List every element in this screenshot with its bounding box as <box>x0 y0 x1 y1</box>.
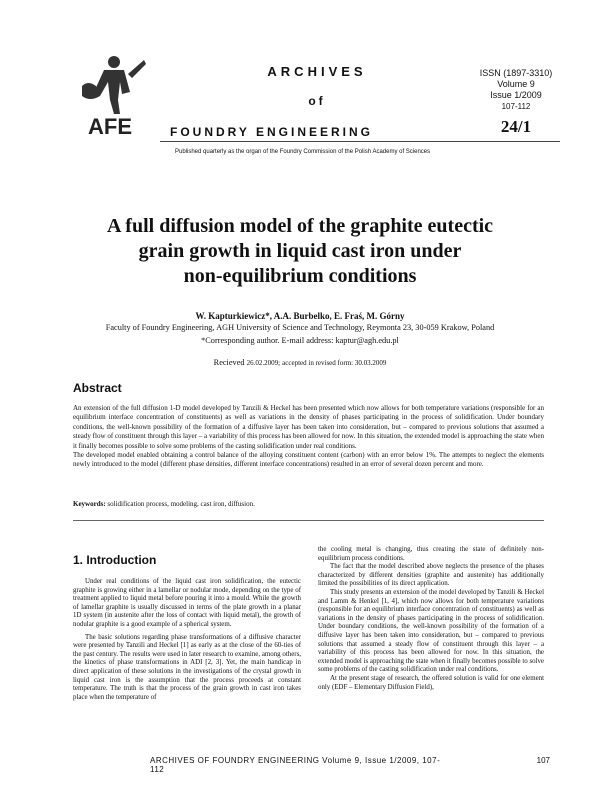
authors: W. Kapturkiewicz*, A.A. Burbelko, E. Fraś, M. Górny <box>195 311 405 321</box>
running-footer: ARCHIVES OF FOUNDRY ENGINEERING Volume 9, Issue 1/2009, 107-112 <box>150 756 441 774</box>
intro-right-column <box>318 546 544 692</box>
intro-right-paragraph-3: This study presents an extension of the model developed by Tanzili & Heckel and Lamm & Henkel [1, 4], which now allows for both temperature variations (responsible for an equilibrium interface concentration of constituents) as well as variations in the density of phases participating in the process of solidification. Under boundary conditions, the well-known possibility of the formation of a diffusive layer has been taken into consideration, but – compared to previous solutions that assumed a steady flow of constituent through this layer – a variability of this process has been allowed for now. In this situation, the extended model is approaching the state when it finally becomes possible to solve some problems of the casting solidification under real conditions. <box>318 588 544 674</box>
keywords-list: solidification process, modeling, cast iron, diffusion. <box>107 500 255 508</box>
issue-code: 24/1 <box>500 117 532 136</box>
intro-right-paragraph-4: At the present stage of research, the offered solution is valid for one element only (EDF – Elementary Diffusion Field), <box>318 674 544 691</box>
issn: ISSN (1897-3310) <box>479 68 553 78</box>
afe-logo-label: AFE <box>88 114 132 139</box>
published-line: Published quarterly as the organ of the Foundry Commission of the Polish Academy of Sciences <box>175 149 431 155</box>
received-label: Recieved <box>213 358 245 367</box>
volume: Volume 9 <box>497 79 535 89</box>
affiliation: Faculty of Foundry Engineering, AGH University of Science and Technology, Reymonta 23, 30-059 Krakow, Poland <box>105 323 495 332</box>
page-number: 107 <box>536 756 550 765</box>
abstract-paragraph-1: An extension of the full diffusion 1-D model developed by Tanzili & Heckel has been presented which now allows for both temperature variations (responsible for an equilibrium interface concentration of constituents) as well as variations in the density of phases participating in the process of solidification. Under boundary conditions, the well-known possibility of the formation of a diffusive layer has been taken into consideration, but – compared to previous solutions that assumed a steady flow of constituent through this layer – a variability of this process has been allowed for now. In this situation, the extended model is approaching the state when it finally becomes possible to solve some problems of the casting solidification under real conditions. <box>73 404 544 450</box>
received-dates <box>40 358 560 367</box>
keywords-divider <box>73 520 544 521</box>
paper-title <box>50 214 550 289</box>
issn-block <box>476 68 556 112</box>
received-date: 26.02.2009; <box>246 359 281 367</box>
intro-left-column <box>73 578 301 702</box>
title-line-3: non-equilibrium conditions <box>183 265 417 287</box>
issue-pages: 107-112 <box>501 102 531 111</box>
abstract-heading: Abstract <box>73 381 122 395</box>
title-line-2: grain growth in liquid cast iron under <box>138 240 462 262</box>
intro-right-paragraph-1: the cooling metal is changing, thus creating the state of definitely non-equilibrium process conditions. <box>318 546 544 562</box>
journal-title-archives: ARCHIVES <box>267 64 367 79</box>
journal-title-of: of <box>308 94 326 108</box>
journal-title-foundry-engineering: FOUNDRY ENGINEERING <box>170 125 374 139</box>
intro-heading: 1. Introduction <box>73 553 157 567</box>
title-line-1: A full diffusion model of the graphite eutectic <box>106 215 494 237</box>
issue: Issue 1/2009 <box>490 90 542 100</box>
intro-right-paragraph-2: The fact that the model described above neglects the presence of the phases characterized by different densities (graphite and austenite) has additionally limited the possibilities of its direct application. <box>318 563 544 588</box>
header-divider <box>160 141 560 142</box>
corresponding-author: *Corresponding author. E-mail address: kaptur@agh.edu.pl <box>201 336 399 345</box>
keywords <box>73 500 544 508</box>
abstract-paragraph-2: The developed model enabled obtaining a control balance of the alloying constituent content (carbon) with an error below 1%. The attempts to neglect the elements newly introduced to the model (different phase densities, different interface concentrations) resulted in an error of several dozen percent and more. <box>73 451 544 469</box>
accepted-date: accepted in revised form: 30.03.2009 <box>282 359 387 367</box>
intro-left-paragraph-2: The basic solutions regarding phase transformations of a diffusive character were presented by Tanzili and Heckel [1] as early as at the close of the 60-ties of the past century. The results were used in later research to examine, among others, the kinetics of phase transformations in ADI [2, 3]. Yet, the main handicap in direct application of these solutions in the investigations of the crystal growth in liquid cast iron is the assumption that the process proceeds at constant temperature. The truth is that the process of the grain growth in cast iron takes place when the temperature of <box>73 633 301 701</box>
afe-logo <box>74 52 146 140</box>
abstract-body <box>73 404 544 470</box>
keywords-label: Keywords: <box>73 500 106 508</box>
intro-left-paragraph-1: Under real conditions of the liquid cast iron solidification, the eutectic graphite is growing either in a lamellar or nodular mode, depending on the type of treatment applied to liquid metal before pouring it into a mould. While the growth of lamellar graphite is usually discussed in terms of the plate growth in a planar 1D system (in austenite after the loss of contact with liquid metal), the growth of nodular graphite is a good example of a spherical system. <box>73 578 301 628</box>
